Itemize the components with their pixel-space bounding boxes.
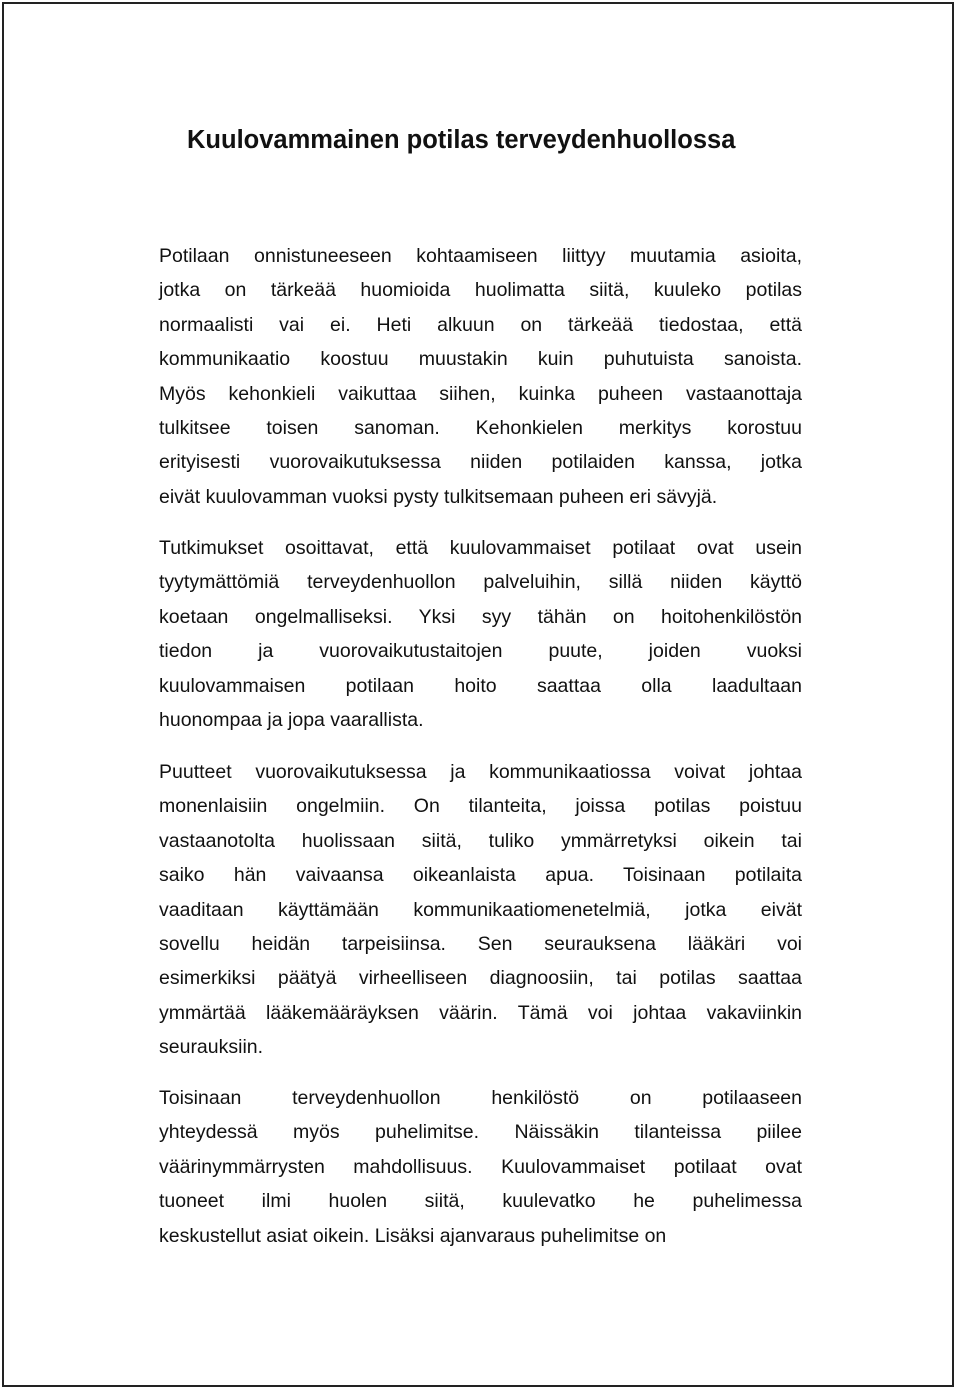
text-line: kommunikaatio koostuu muustakin kuin puhutuista sanoista. [159, 348, 802, 371]
text-line: vaaditaan käyttämään kommunikaatiomenetelmiä, jotka eivät [159, 898, 802, 921]
text-line: Toisinaan terveydenhuollon henkilöstö on potilaaseen [159, 1087, 802, 1109]
paragraph-3 [159, 755, 802, 1065]
text-line: esimerkiksi päätyä virheelliseen diagnoosiin, tai potilas saattaa [159, 967, 802, 990]
text-line: jotka on tärkeää huomioida huolimatta siitä, kuuleko potilas [159, 279, 802, 302]
text-line: tuoneet ilmi huolen siitä, kuulevatko he puhelimessa [159, 1190, 802, 1213]
paragraph-1 [159, 239, 802, 514]
paragraph-2 [159, 531, 802, 737]
text-line: erityisesti vuorovaikutuksessa niiden potilaiden kanssa, jotka [159, 451, 802, 474]
text-line: eivät kuulovamman vuoksi pysty tulkitsemaan puheen eri sävyjä. [159, 485, 718, 508]
text-line: Myös kehonkieli vaikuttaa siihen, kuinka puheen vastaanottaja [159, 382, 802, 405]
text-line: huonompaa ja jopa vaarallista. [159, 709, 424, 732]
text-line: keskustellut asiat oikein. Lisäksi ajanvaraus puhelimitse on [159, 1224, 667, 1247]
text-line: saiko hän vaivaansa oikeanlaista apua. Toisinaan potilaita [159, 864, 802, 887]
text-line: seurauksiin. [159, 1036, 264, 1059]
text-line: ymmärtää lääkemääräyksen väärin. Tämä voi johtaa vakaviinkin [159, 1001, 802, 1024]
text-line: koetaan ongelmalliseksi. Yksi syy tähän on hoitohenkilöstön [159, 605, 802, 628]
text-line: vastaanotolta huolissaan siitä, tuliko ymmärretyksi oikein tai [159, 829, 802, 852]
text-line: yhteydessä myös puhelimitse. Näissäkin tilanteissa piilee [159, 1121, 802, 1144]
text-line: kuulovammaisen potilaan hoito saattaa olla laadultaan [159, 674, 802, 697]
text-line: Potilaan onnistuneeseen kohtaamiseen liittyy muutamia asioita, [159, 245, 802, 267]
text-line: normaalisti vai ei. Heti alkuun on tärkeää tiedostaa, että [159, 313, 802, 336]
text-line: monenlaisiin ongelmiin. On tilanteita, joissa potilas poistuu [159, 795, 802, 818]
paragraph-4 [159, 1081, 802, 1253]
text-line: Puutteet vuorovaikutuksessa ja kommunikaatiossa voivat johtaa [159, 761, 802, 783]
text-line: tyytymättömiä terveydenhuollon palveluihin, sillä niiden käyttö [159, 571, 802, 594]
text-line: tulkitsee toisen sanoman. Kehonkielen merkitys korostuu [159, 417, 802, 440]
document-title: Kuulovammainen potilas terveydenhuollossa [187, 126, 736, 154]
text-line: Tutkimukset osoittavat, että kuulovammaiset potilaat ovat usein [159, 537, 802, 559]
text-line: väärinymmärrysten mahdollisuus. Kuulovammaiset potilaat ovat [159, 1155, 802, 1178]
text-line: tiedon ja vuorovaikutustaitojen puute, joiden vuoksi [159, 640, 802, 663]
text-line: sovellu heidän tarpeisiinsa. Sen seurauksena lääkäri voi [159, 933, 802, 956]
